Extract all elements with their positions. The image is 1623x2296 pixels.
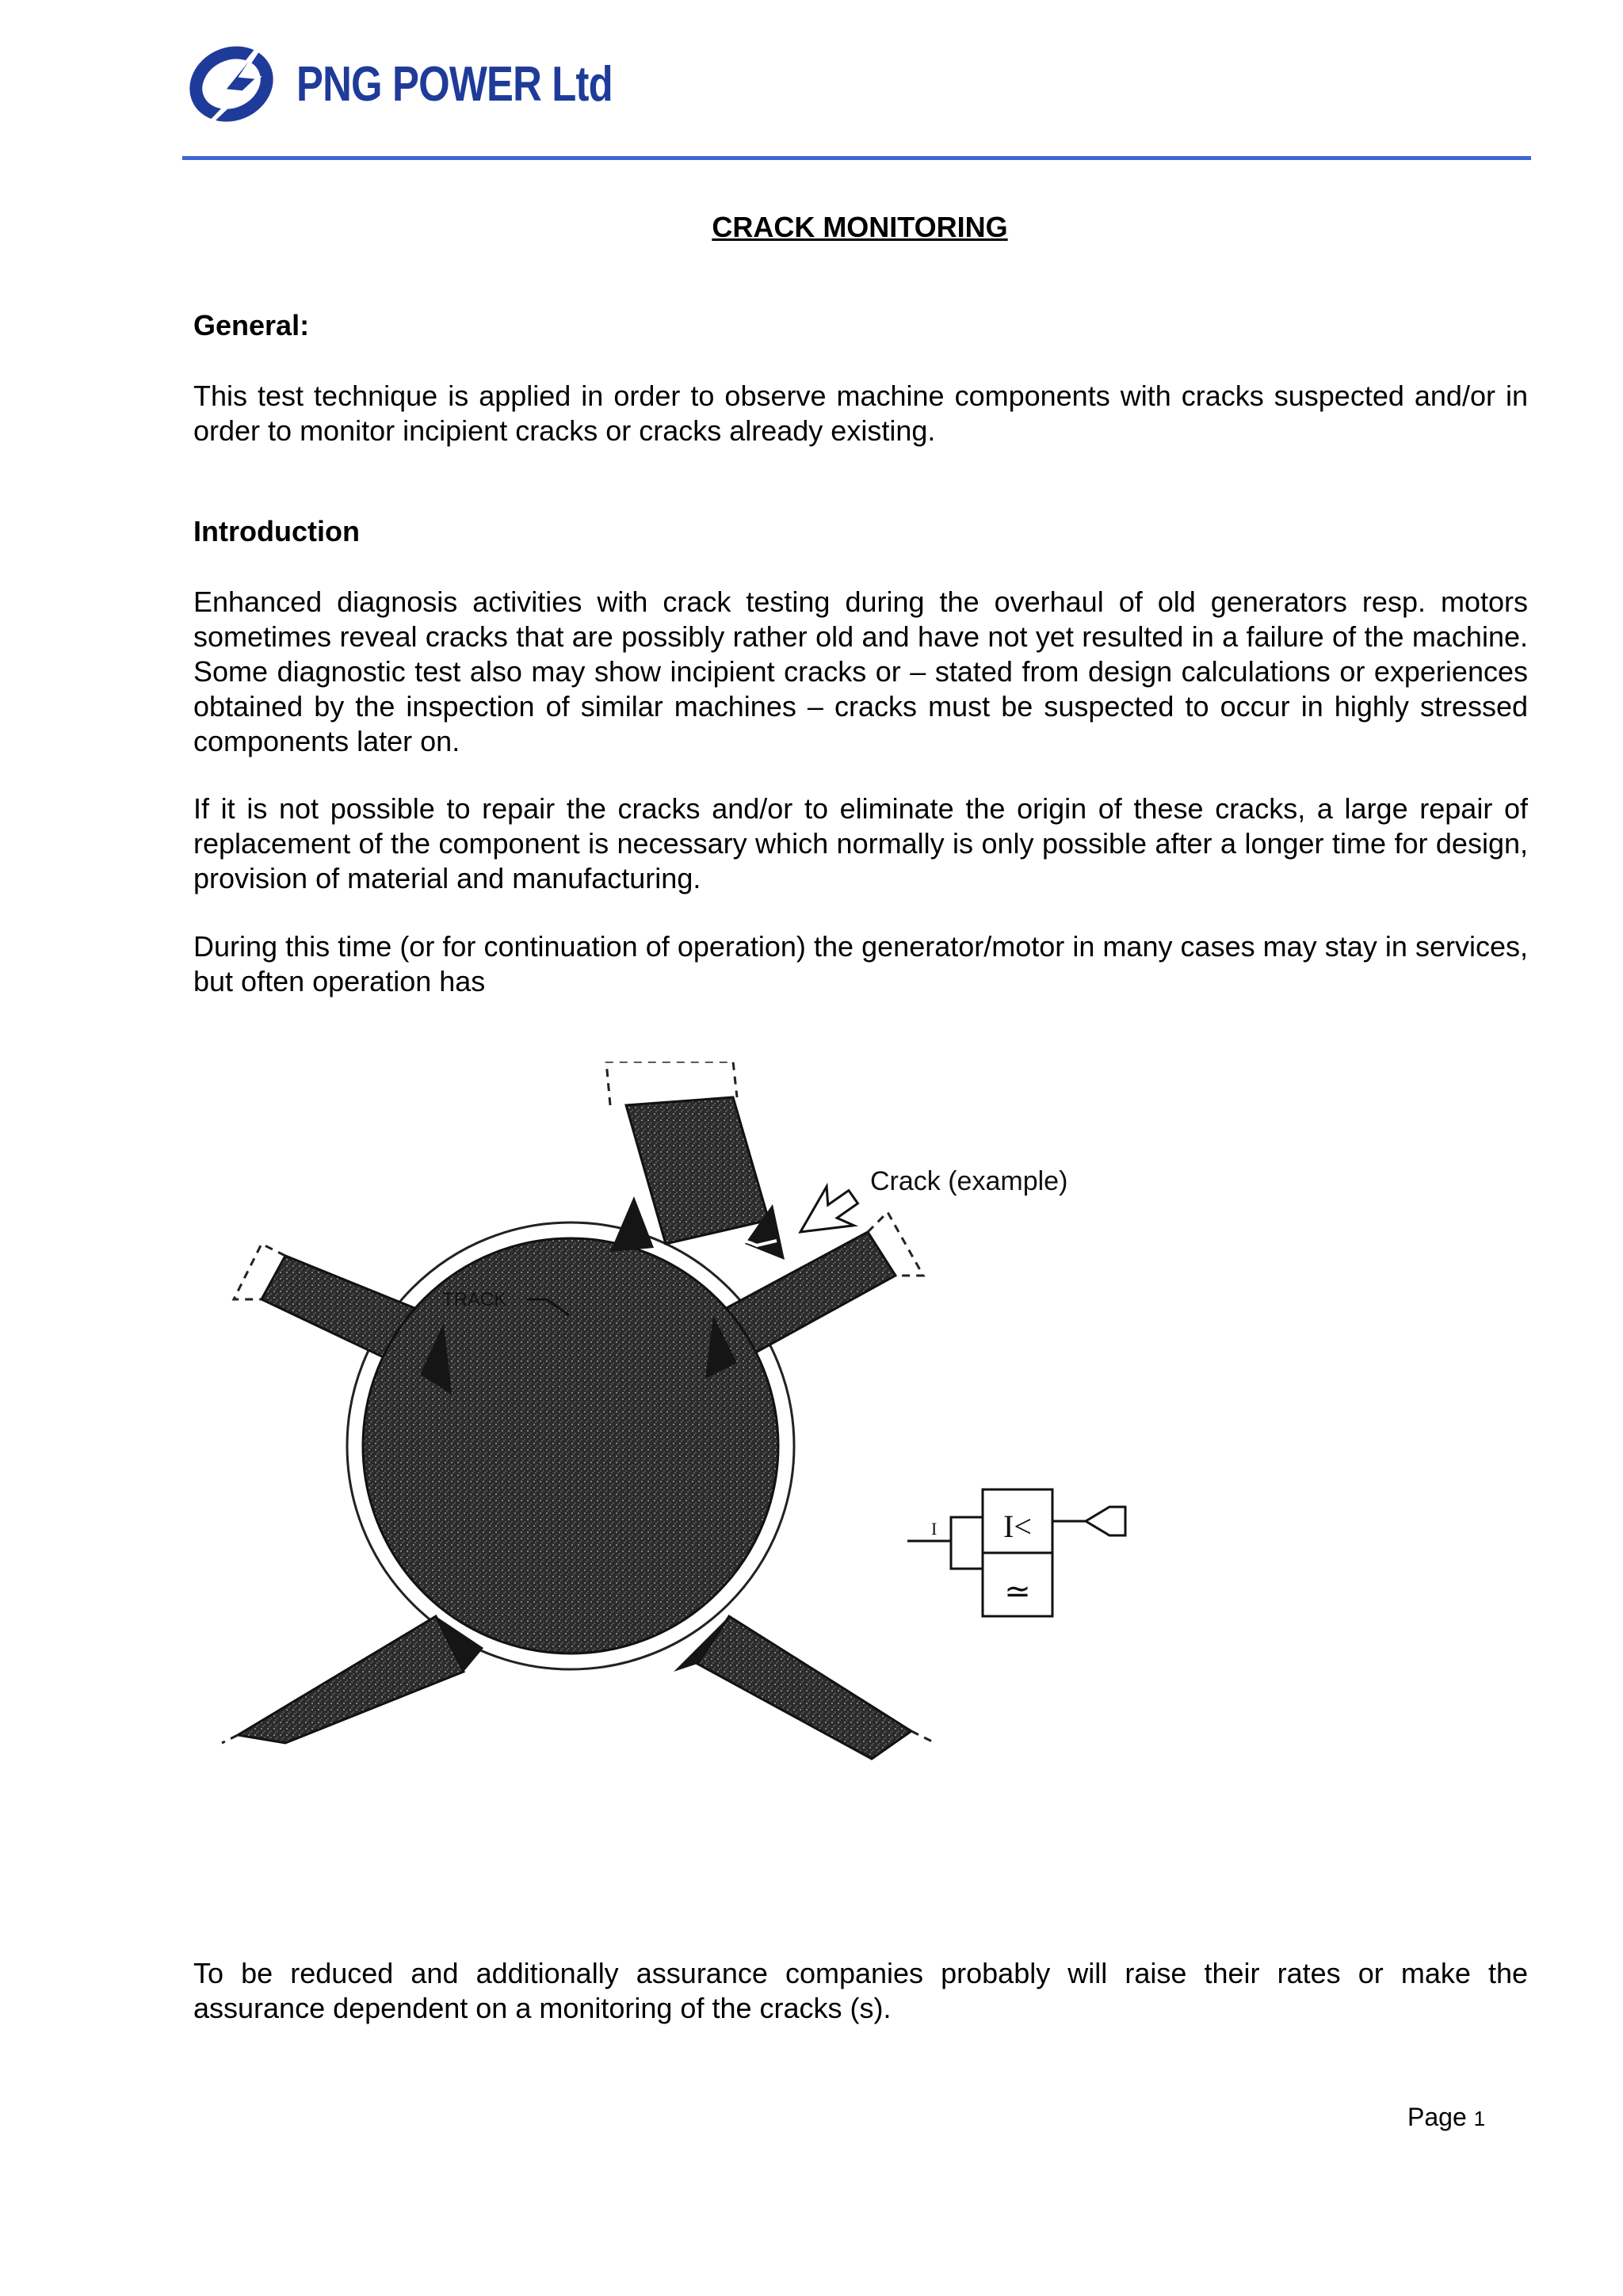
document-title: CRACK MONITORING <box>712 211 1008 243</box>
instrument-current-setting: I< <box>1003 1508 1032 1544</box>
crack-label: Crack (example) <box>870 1166 1068 1196</box>
instrument-ac-symbol: ≃ <box>1004 1573 1031 1609</box>
paragraph-general: This test technique is applied in order to observe machine components with cracks suspected and/or in order to monitor incipient cracks or cracks already existing. <box>193 379 1528 447</box>
arm-lower-left <box>238 1616 464 1743</box>
page-number-value: 1 <box>1473 2107 1486 2130</box>
rotor-cross-section-drawing <box>190 1062 1252 1791</box>
page-label: Page <box>1407 2103 1467 2131</box>
track-label: TRACK <box>442 1289 507 1310</box>
arm-lower-right <box>697 1616 911 1759</box>
crack-monitoring-diagram <box>190 1062 1252 1791</box>
section-heading-general: General: <box>193 309 310 341</box>
paragraph-intro-2: If it is not possible to repair the cracks and/or to eliminate the origin of these cracks, a large repair of replacement of the component is necessary which normally is only possible after a longer time for design, provision of material and manufacturing. <box>193 792 1528 894</box>
current-lead <box>951 1517 983 1569</box>
company-name: PNG POWER Ltd <box>296 56 613 112</box>
rotor-body <box>363 1238 778 1653</box>
measurement-instrument <box>907 1489 1125 1616</box>
paragraph-closing: To be reduced and additionally assurance companies probably will raise their rates or make the assurance dependent on a monitoring of the cracks (s). <box>193 1957 1528 2024</box>
paragraph-intro-3: During this time (or for continuation of operation) the generator/motor in many cases may stay in services, but often operation has <box>193 930 1528 997</box>
paragraph-intro-1: Enhanced diagnosis activities with crack testing during the overhaul of old generators resp. motors sometimes reveal cracks that are possibly rather old and have not yet resulted in a failure of the machine. Some diagnostic test also may show incipient cracks or – stated from design calculations or experiences obtained by the inspection of similar machines – cracks must be suspected to occur in highly stressed components later on. <box>193 585 1528 757</box>
header-rule <box>182 156 1531 160</box>
section-heading-introduction: Introduction <box>193 515 360 547</box>
horn-alarm-icon <box>1086 1507 1125 1535</box>
company-logo <box>182 29 682 139</box>
current-label: I <box>931 1519 938 1539</box>
lightning-globe-icon <box>182 29 293 139</box>
arm-top <box>626 1097 769 1244</box>
page-number <box>1407 2103 1485 2132</box>
